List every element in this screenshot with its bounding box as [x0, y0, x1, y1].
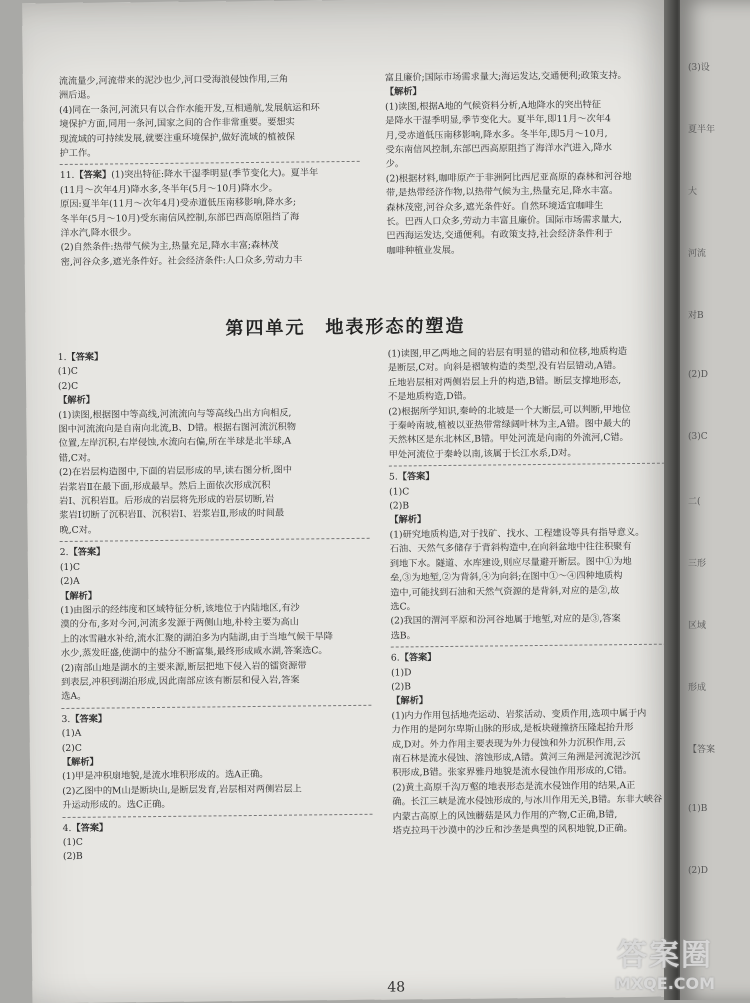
analysis-line: 南石林是流水侵蚀、溶蚀形成,A错。黄河三角洲是河流泥沙沉: [391, 750, 641, 765]
text-line: 冬半年(5月～10月)受东南信风控制,东部巴西高原阻挡了海: [60, 211, 300, 225]
analysis-line: 到表层,冲积到湖泊形成,因此南部应该有断层和侵入岩,答案: [61, 674, 300, 688]
analysis-label: 【解析】: [58, 394, 95, 407]
answer-line: (2)B: [389, 500, 410, 512]
analysis-label: 【解析】: [61, 756, 99, 768]
question-number: 5.: [388, 471, 398, 483]
analysis-line: 确。长江三峡是流水侵蚀形成的,与冰川作用无关,B错。东非大峡谷: [392, 793, 663, 808]
unit-title: 第四单元 地表形态的塑造: [225, 315, 466, 340]
analysis-line: 于秦岭南坡,植被以亚热带常绿阔叶林为主,A错。图中最大的: [388, 418, 631, 432]
analysis-line: 造中,可能找到石油和天然气资源的是背斜,对应的是②,故: [390, 584, 620, 599]
adjacent-page-fragment: (1)B: [688, 804, 708, 814]
question-2-answers: [60, 557, 370, 589]
text-line: 富且廉价;国际市场需求量大;海运发达,交通便利;政策支持。: [384, 70, 627, 84]
text-line: 咖啡种植业发展。: [386, 244, 461, 257]
text-line: (11月～次年4月)降水多,冬半年(5月～10月)降水少。: [59, 182, 278, 196]
adjacent-page-fragment: (3)C: [688, 432, 708, 442]
right-column: [388, 345, 669, 839]
question-1-analysis-continued: [388, 345, 665, 463]
question-6-answers: [391, 663, 667, 695]
analysis-line: (2)根据所学知识,秦岭的北坡是一个大断层,可以判断,甲地位: [388, 403, 631, 418]
analysis-text: [385, 98, 662, 259]
adjacent-page-fragment: 三形: [688, 559, 707, 569]
text-line: 密,河谷众多,遮光条件好。社会经济条件:人口众多,劳动力丰: [60, 254, 303, 268]
analysis-line: (1)读图,根据图中等高线,河流流向与等高线凸出方向相反,: [58, 407, 292, 421]
question-5-analysis: [390, 526, 667, 644]
answer-line: (1)C: [57, 366, 78, 378]
text-line: 原因:夏半年(11月～次年4月)受赤道低压南移影响,降水多;: [60, 196, 297, 211]
question-number: 11.: [59, 170, 75, 182]
analysis-line: 垒,③为地堑,②为背斜,④为向斜;在图中①～④四种地质构: [389, 570, 623, 584]
answer-line: (2)A: [60, 575, 80, 588]
text-line: 洲后退。: [58, 90, 96, 102]
divider: [63, 813, 373, 817]
text-line: 月,受赤道低压南移影响,降水多。冬半年,即5月～10月,: [385, 127, 608, 142]
question-number: 1.: [57, 351, 67, 364]
analysis-line: 不是地质构造,D错。: [388, 390, 473, 403]
answer-line: (1)C: [389, 486, 410, 498]
text-line: (2)根据材料,咖啡原产于非洲阿比西尼亚高原的森林和河谷地: [385, 170, 632, 185]
divider: [61, 705, 371, 709]
analysis-line: 选B。: [390, 630, 416, 642]
text-line: 洋水汽,降水很少。: [60, 227, 137, 240]
analysis-line: 成,D对。外力作用主要表现为外力侵蚀和外力沉积作用,云: [391, 736, 626, 751]
divider: [60, 538, 370, 542]
answer-label: 【答案】: [66, 351, 104, 363]
analysis-line: 力作用的是阿尔卑斯山脉的形成,是板块碰撞挤压隆起抬升形: [391, 722, 634, 736]
analysis-line: (1)读图,甲乙两地之间的岩层有明显的错动和位移,地质构造: [387, 346, 628, 360]
answer-label: 【答案】: [74, 169, 112, 182]
page-number: 48: [387, 979, 406, 996]
watermark: [600, 930, 730, 993]
question-5-answers: [389, 482, 665, 514]
analysis-line: 岩浆岩Ⅱ在最下面,形成最早。然后上面依次形成沉积: [59, 479, 271, 493]
adjacent-page-fragment: 河流: [688, 249, 707, 259]
analysis-label: 【解析】: [60, 590, 98, 602]
divider: [60, 161, 360, 165]
analysis-line: 升运动形成的。选C正确。: [62, 799, 171, 812]
question-number: 2.: [59, 547, 69, 559]
analysis-line: 到地下水。隧道、水库建设,则应尽量避开断层。图中①为地: [389, 555, 632, 570]
watermark-cn: 答案圈: [617, 938, 713, 973]
analysis-line: 漠的分布,多对今河,河流多发源于两侧山地,朴柃主要为高山: [60, 616, 300, 631]
continued-answer-text: [59, 72, 360, 162]
text-line: (4)同在一条河,河流只有以合作水能开发,互相通航,发展航运和环: [59, 102, 320, 116]
adjacent-page-fragment: 形成: [688, 683, 707, 693]
analysis-line: (2)我国的渭河平原和汾河谷地属于地堑,对应的是③,答案: [390, 613, 621, 627]
adjacent-page-fragment: 区域: [688, 621, 707, 631]
text-line: (1)读图,根据A地的气候资料分析,A地降水的突出特征: [385, 99, 602, 113]
answer-line: (1)突出特征:降水干湿季明显(季节变化大)。夏半年: [111, 167, 319, 181]
analysis-line: 塔克拉玛干沙漠中的沙丘和沙垄是典型的风积地貌,D正确。: [392, 823, 633, 837]
analysis-line: 图中河流流向是自南向北流,B、D错。根据右图河流沉积物: [58, 421, 297, 436]
divider: [389, 463, 665, 467]
watermark-en: MXQE.COM: [614, 974, 716, 993]
answer-line: (2)B: [62, 851, 83, 863]
analysis-line: (2)南部山地是湖水的主要来源,断层把地下侵入岩的镭资源带: [60, 659, 307, 674]
answer-line: (1)A: [61, 727, 82, 740]
adjacent-page-fragment: (2)D: [688, 866, 708, 876]
adjacent-page-fragment: (3)设: [688, 63, 710, 73]
question-1-answers: [58, 362, 368, 394]
question-number: 4.: [62, 822, 72, 834]
analysis-line: 内蒙古高原上的风蚀蘑菇是风力作用的产物,C正确,B错,: [392, 808, 618, 823]
text-line: 少。: [385, 158, 405, 171]
text-line: 境保护方面,同用一条河,国家之间的合作非常重要。要想实: [59, 116, 295, 131]
analysis-line: 位置,左岸沉积,右岸侵蚀,水流向右偏,所在半球是北半球,A: [58, 436, 292, 450]
answer-label: 【答案】: [68, 546, 106, 559]
adjacent-page: [680, 0, 750, 1000]
analysis-line: (1)内力作用包括地壳运动、岩浆活动、变质作用,选项中属于内: [391, 707, 647, 722]
answer-label: 【答案】: [397, 471, 435, 483]
question-number: 3.: [61, 713, 71, 725]
left-column: [58, 348, 373, 865]
analysis-line: 选C。: [390, 601, 416, 613]
answer-line: (2)C: [61, 742, 82, 754]
answer-line: (1)C: [59, 561, 81, 573]
answer-label: 【答案】: [399, 652, 437, 664]
answer-label: 【答案】: [71, 822, 109, 834]
text-line: 现流域的可持续发展,就要注重环境保护,做好流域的植被保: [59, 131, 296, 145]
answer-label: 【答案】: [70, 713, 108, 725]
answer-line: (2)C: [57, 380, 79, 392]
divider: [391, 644, 667, 648]
text-line: 带,是热带经济作物,以热带气候为主,热量充足,降水丰富。: [385, 185, 619, 199]
text-line: 是降水干湿季明显,季节变化大。夏半年,即11月～次年4: [385, 113, 611, 127]
analysis-line: (1)研究地质构造,对于找矿、找水、工程建设等具有指导意义。: [389, 526, 645, 541]
book-page: [22, 0, 680, 1003]
analysis-line: 浆岩Ⅰ切断了沉积岩Ⅱ、沉积岩Ⅰ、岩浆岩Ⅱ,形成的时间最: [59, 508, 285, 522]
analysis-line: 岩Ⅰ、沉积岩Ⅱ。后形成的岩层将先形成的岩层切断,岩: [59, 493, 275, 508]
analysis-line: (2)黄土高原千沟万壑的地表形态是流水侵蚀作用的结果,A正: [392, 779, 636, 794]
top-left-block: [59, 72, 361, 270]
question-11-body: [60, 181, 361, 271]
adjacent-page-fragment: 大: [688, 187, 698, 197]
question-4-answers: [63, 833, 373, 865]
analysis-line: 上的冰雪融水补给,流水汇聚的湖泊多为内陆湖,由于当地气候干旱降: [60, 630, 334, 645]
analysis-line: 积形成,B错。张家界雅丹地貌是流水侵蚀作用形成的,C错。: [392, 765, 633, 779]
question-3-analysis: [62, 767, 372, 813]
text-line: 巴西海运发达,交通便利。有政策支持,社会经济条件利于: [386, 228, 613, 243]
question-6-analysis: [391, 706, 668, 839]
adjacent-page-fragment: 夏半年: [688, 125, 716, 135]
answer-line: (1)C: [62, 836, 83, 849]
analysis-line: 晚,C对。: [59, 524, 98, 536]
adjacent-page-fragment: 对B: [688, 311, 704, 321]
analysis-label: 【解析】: [391, 695, 429, 707]
adjacent-page-fragment: (2)D: [688, 370, 708, 380]
analysis-line: 选A。: [61, 691, 87, 703]
analysis-line: 甲处河流位于秦岭以南,该属于长江水系,D对。: [388, 447, 577, 461]
analysis-line: 石油、天然气多储存于背斜构造中,在向斜盆地中往往积聚有: [389, 541, 632, 555]
analysis-line: (2)乙图中的M山是断块山,是断层发育,岩层相对两侧岩层上: [62, 783, 302, 797]
analysis-label: 【解析】: [389, 514, 427, 527]
analysis-line: (2)在岩层构造图中,下面的岩层形成的早,读右图分析,图中: [58, 464, 293, 479]
adjacent-page-fragment: 二(: [688, 497, 701, 507]
analysis-line: (1)由图示的经纬度和区域特征分析,该地位于内陆地区,有沙: [60, 602, 300, 616]
analysis-line: 错,C对。: [58, 452, 97, 464]
answer-line: (2)B: [391, 681, 412, 693]
text-line: 森林茂密,河谷众多,遮光条件好。自然环境适宜咖啡生: [386, 199, 604, 214]
question-3-answers: [62, 724, 372, 756]
analysis-line: 丘地岩层相对两侧岩层上升的构造,B错。断层支撑地形态,: [387, 374, 622, 389]
text-line: 护工作。: [59, 147, 97, 160]
analysis-label: 【解析】: [384, 86, 422, 99]
answer-line: (1)D: [390, 666, 412, 679]
analysis-line: 天然林区是东北林区,B错。甲处河流是向南的外流河,C错。: [388, 432, 629, 447]
question-number: 6.: [390, 652, 400, 664]
analysis-line: 是断层,C对。向斜是褶皱构造的类型,没有岩层错动,A错。: [387, 360, 622, 374]
adjacent-page-fragment: 【答案: [688, 745, 716, 755]
analysis-line: (1)甲是冲积扇地貌,是流水堆积形成的。选A正确。: [62, 769, 269, 783]
question-2-analysis: [60, 601, 371, 705]
text-line: 受东南信风控制,东部巴西高原阻挡了海洋水汽进入,降水: [385, 142, 612, 156]
text-line: 流流量少,河流带来的泥沙也少,河口受海浪侵蚀作用,三角: [58, 73, 289, 88]
top-right-block: [385, 69, 662, 259]
question-1-analysis: [58, 405, 369, 538]
text-line: 长。巴西人口众多,劳动力丰富且廉价。国际市场需求量大,: [386, 214, 622, 228]
text-line: (2)自然条件:热带气候为主,热量充足,降水丰富;森林茂: [60, 240, 279, 254]
analysis-line: 水少,蒸发旺盛,使湖中的盐分不断富集,最终形成咸水湖,答案选C。: [60, 645, 328, 660]
